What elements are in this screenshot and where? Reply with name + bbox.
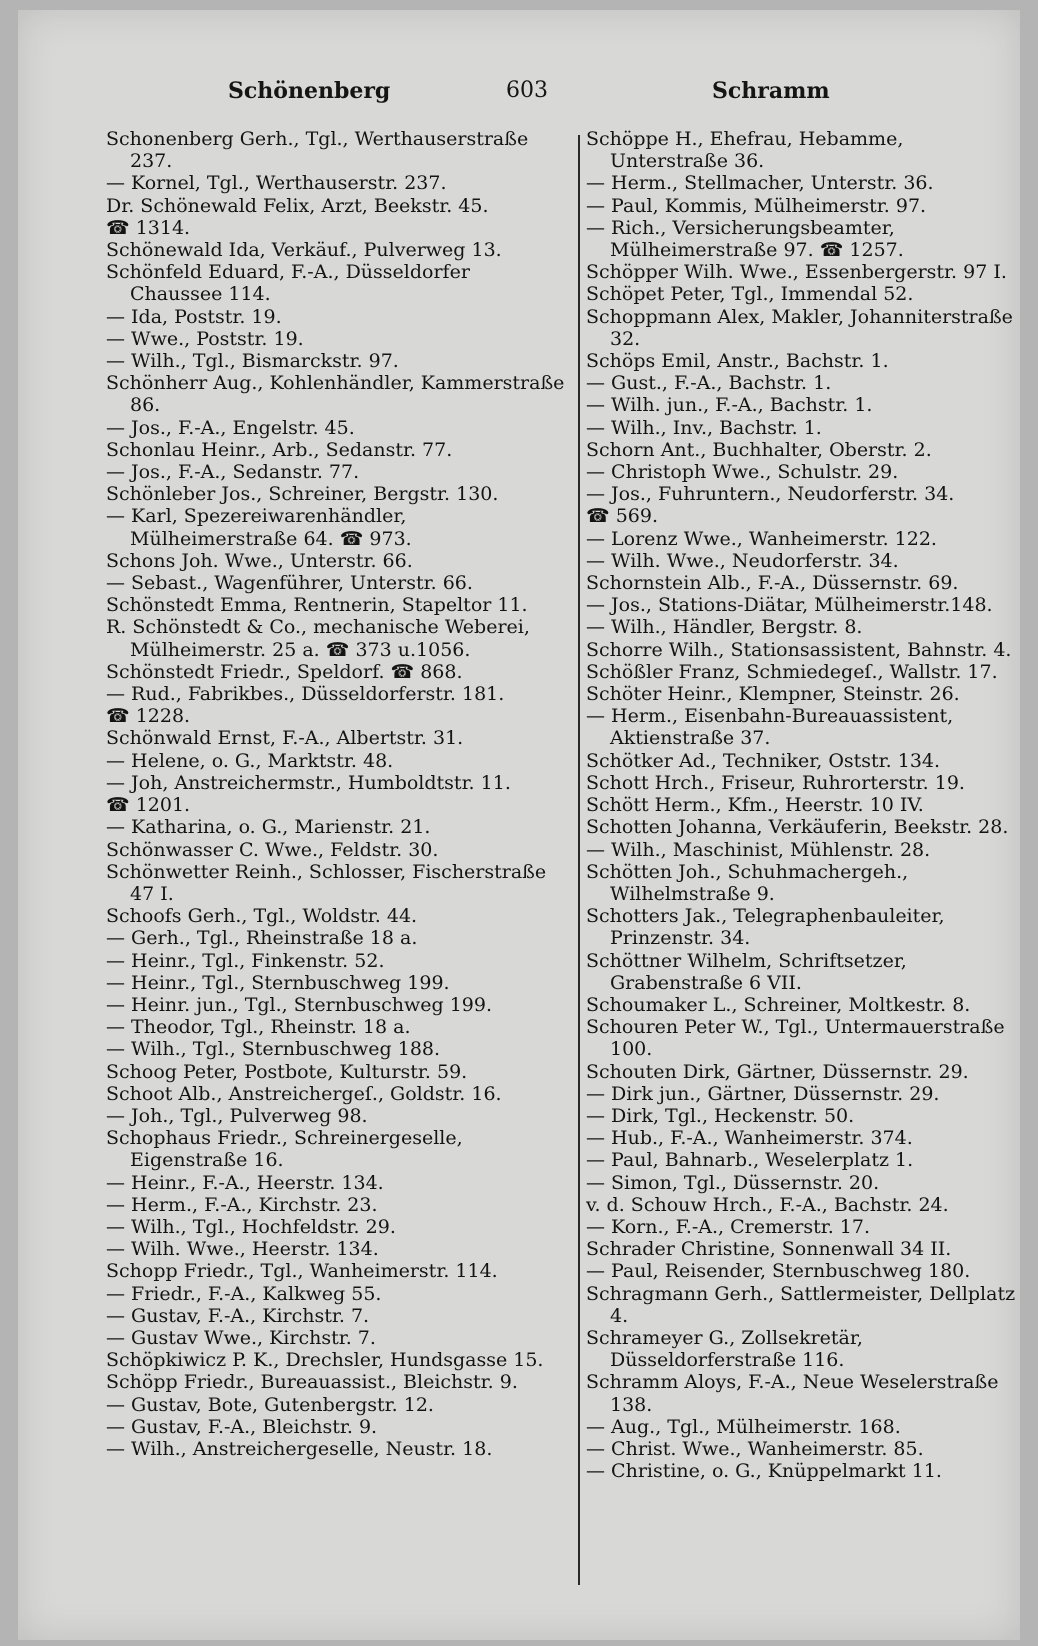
directory-entry: Dr. Schönewald Felix, Arzt, Beekstr. 45. bbox=[106, 194, 489, 217]
directory-entry: — Paul, Reisender, Sternbuschweg 180. bbox=[586, 1260, 971, 1283]
directory-entry: — Herm., F.-A., Kirchstr. 23. bbox=[106, 1193, 378, 1216]
directory-entry: — Gustav Wwe., Kirchstr. 7. bbox=[106, 1326, 376, 1349]
directory-entry: Schonlau Heinr., Arb., Sedanstr. 77. bbox=[106, 438, 453, 461]
directory-entry: — Jos., Fuhruntern., Neudorferstr. 34. bbox=[586, 483, 955, 506]
directory-page bbox=[18, 10, 1020, 1640]
directory-entry: — Wwe., Poststr. 19. bbox=[106, 327, 304, 350]
directory-entry: — Heinr., F.-A., Heerstr. 134. bbox=[106, 1171, 384, 1194]
directory-entry: Schons Joh. Wwe., Unterstr. 66. bbox=[106, 549, 413, 572]
page-number: 603 bbox=[506, 78, 548, 103]
directory-entry: Schotters Jak., Telegraphenbauleiter, Prinzenstr. 34. bbox=[586, 905, 945, 950]
directory-entry: — Dirk, Tgl., Heckenstr. 50. bbox=[586, 1104, 855, 1127]
directory-entry: Schöter Heinr., Klempner, Steinstr. 26. bbox=[586, 683, 960, 706]
directory-entry: Schragmann Gerh., Sattlermeister, Dellplatz 4. bbox=[586, 1282, 1016, 1327]
directory-entry: — Wilh. jun., F.-A., Bachstr. 1. bbox=[586, 394, 873, 417]
directory-entry: — Wilh., Tgl., Hochfeldstr. 29. bbox=[106, 1215, 396, 1238]
directory-entry: Schößler Franz, Schmiedegeſ., Wallstr. 17. bbox=[586, 660, 998, 683]
header-right-keyword: Schramm bbox=[712, 78, 830, 104]
directory-entry: Schorre Wilh., Stationsassistent, Bahnstr. 4. bbox=[586, 638, 1012, 661]
directory-entry: Schotten Johanna, Verkäuferin, Beekstr. 28. bbox=[586, 816, 1009, 839]
directory-entry: Schöppe H., Ehefrau, Hebamme, Unterstraße 36. bbox=[586, 128, 904, 173]
directory-entry: — Paul, Kommis, Mülheimerstr. 97. bbox=[586, 194, 927, 217]
directory-entry: Schoog Peter, Postbote, Kulturstr. 59. bbox=[106, 1060, 468, 1083]
directory-entry: — Dirk jun., Gärtner, Düssernstr. 29. bbox=[586, 1082, 940, 1105]
directory-entry: Schönwald Ernst, F.-A., Albertstr. 31. bbox=[106, 727, 464, 750]
directory-entry: Schönewald Ida, Verkäuf., Pulverweg 13. bbox=[106, 239, 502, 262]
directory-entry: Schönwetter Reinh., Schlosser, Fischerstraße 47 I. bbox=[106, 860, 547, 905]
directory-entry: — Theodor, Tgl., Rheinstr. 18 a. bbox=[106, 1016, 411, 1039]
directory-entry: — Wilh., Tgl., Bismarckstr. 97. bbox=[106, 350, 399, 373]
directory-entry: Schöttner Wilhelm, Schriftsetzer, Grabenstraße 6 VII. bbox=[586, 949, 907, 994]
header-left-keyword: Schönenberg bbox=[228, 78, 391, 104]
directory-entry: — Jos., Stations-Diätar, Mülheimerstr.148. bbox=[586, 594, 993, 617]
directory-entry: — Joh, Anstreichermstr., Humboldtstr. 11. bbox=[106, 771, 511, 794]
directory-entry: Schötten Joh., Schuhmachergeh., Wilhelmstraße 9. bbox=[586, 860, 909, 905]
directory-entry: — Wilh., Inv., Bachstr. 1. bbox=[586, 416, 822, 439]
directory-entry: Schoofs Gerh., Tgl., Woldstr. 44. bbox=[106, 905, 418, 928]
directory-entry: — Gerh., Tgl., Rheinstraße 18 a. bbox=[106, 927, 418, 950]
directory-entry: — Gustav, Bote, Gutenbergstr. 12. bbox=[106, 1393, 434, 1416]
directory-entry: Schönherr Aug., Kohlenhändler, Kammerstraße 86. bbox=[106, 372, 565, 417]
directory-entry: — Christ. Wwe., Wanheimerstr. 85. bbox=[586, 1437, 924, 1460]
directory-entry: — Gustav, F.-A., Bleichstr. 9. bbox=[106, 1415, 378, 1438]
directory-entry: Schrader Christine, Sonnenwall 34 II. bbox=[586, 1238, 952, 1261]
directory-entry: Schönleber Jos., Schreiner, Bergstr. 130. bbox=[106, 483, 499, 506]
directory-entry: Schoumaker L., Schreiner, Moltkestr. 8. bbox=[586, 993, 971, 1016]
directory-entry: — Helene, o. G., Marktstr. 48. bbox=[106, 749, 394, 772]
directory-entry: Schönstedt Emma, Rentnerin, Stapeltor 11. bbox=[106, 594, 528, 617]
directory-entry: — Simon, Tgl., Düssernstr. 20. bbox=[586, 1171, 880, 1194]
directory-entry: — Ida, Poststr. 19. bbox=[106, 305, 282, 328]
directory-entry: Schornstein Alb., F.-A., Düssernstr. 69. bbox=[586, 572, 959, 595]
directory-entry: — Wilh. Wwe., Neudorferstr. 34. bbox=[586, 549, 899, 572]
directory-entry: — Wilh., Händler, Bergstr. 8. bbox=[586, 616, 863, 639]
directory-entry: Schramm Aloys, F.-A., Neue Weselerstraße 138. bbox=[586, 1371, 999, 1416]
directory-entry: Schott Hrch., Friseur, Ruhrorterstr. 19. bbox=[586, 771, 965, 794]
directory-entry: — Hub., F.-A., Wanheimerstr. 374. bbox=[586, 1127, 913, 1150]
directory-entry: — Wilh., Tgl., Sternbuschweg 188. bbox=[106, 1038, 441, 1061]
directory-entry: — Rich., Versicherungsbeamter, Mülheimerstraße 97. ☎ 1257. bbox=[586, 216, 904, 262]
directory-entry: Schötker Ad., Techniker, Oststr. 134. bbox=[586, 749, 941, 772]
directory-entry: Schoot Alb., Anstreichergeſ., Goldstr. 16. bbox=[106, 1082, 502, 1105]
directory-entry: — Wilh., Anstreichergeselle, Neustr. 18. bbox=[106, 1437, 493, 1460]
directory-entry: ☎ 1201. bbox=[106, 794, 191, 817]
directory-entry: — Kornel, Tgl., Werthauserstr. 237. bbox=[106, 172, 447, 195]
directory-entry: — Katharina, o. G., Marienstr. 21. bbox=[106, 816, 431, 839]
page-header bbox=[18, 78, 1020, 108]
directory-entry: ☎ 1228. bbox=[106, 705, 191, 728]
directory-entry: Schöpkiwicz P. K., Drechsler, Hundsgasse 15. bbox=[106, 1349, 544, 1372]
directory-entry: — Joh., Tgl., Pulverweg 98. bbox=[106, 1104, 368, 1127]
directory-entry: — Heinr., Tgl., Finkenstr. 52. bbox=[106, 949, 385, 972]
directory-entry: v. d. Schouw Hrch., F.-A., Bachstr. 24. bbox=[586, 1193, 949, 1216]
directory-entry: — Sebast., Wagenführer, Unterstr. 66. bbox=[106, 572, 473, 595]
directory-entry: Schönwasser C. Wwe., Feldstr. 30. bbox=[106, 838, 439, 861]
directory-entry: Schopp Friedr., Tgl., Wanheimerstr. 114. bbox=[106, 1260, 498, 1283]
directory-entry: Schöpper Wilh. Wwe., Essenbergerstr. 97 I. bbox=[586, 261, 1007, 284]
directory-entry: ☎ 1314. bbox=[106, 216, 191, 239]
directory-entry: — Gustav, F.-A., Kirchstr. 7. bbox=[106, 1304, 370, 1327]
right-column bbox=[586, 128, 1018, 1482]
directory-entry: Schorn Ant., Buchhalter, Oberstr. 2. bbox=[586, 438, 932, 461]
directory-entry: Schoppmann Alex, Makler, Johanniterstraße 32. bbox=[586, 305, 1013, 350]
directory-entry: Schöps Emil, Anstr., Bachstr. 1. bbox=[586, 350, 889, 373]
directory-entry: Schönfeld Eduard, F.-A., Düsseldorfer Chaussee 114. bbox=[106, 261, 470, 306]
directory-entry: — Paul, Bahnarb., Weselerplatz 1. bbox=[586, 1149, 914, 1172]
directory-entry: Schophaus Friedr., Schreinergeselle, Eigenstraße 16. bbox=[106, 1127, 463, 1172]
directory-entry: — Korn., F.-A., Cremerstr. 17. bbox=[586, 1215, 871, 1238]
directory-entry: Schöpet Peter, Tgl., Immendal 52. bbox=[586, 283, 914, 306]
directory-entry: — Heinr. jun., Tgl., Sternbuschweg 199. bbox=[106, 993, 493, 1016]
directory-entry: Schönstedt Friedr., Speldorf. ☎ 868. bbox=[106, 660, 463, 683]
directory-entry: — Aug., Tgl., Mülheimerstr. 168. bbox=[586, 1415, 901, 1438]
directory-entry: — Karl, Spezereiwarenhändler, Mülheimerstraße 64. ☎ 973. bbox=[106, 505, 412, 550]
directory-entry: — Friedr., F.-A., Kalkweg 55. bbox=[106, 1282, 382, 1305]
directory-entry: — Rud., Fabrikbes., Düsseldorferstr. 181. bbox=[106, 683, 505, 706]
directory-entry: Schrameyer G., Zollsekretär, Düsseldorferstraße 116. bbox=[586, 1326, 863, 1372]
directory-entry: Schouren Peter W., Tgl., Untermauerstraße 100. bbox=[586, 1016, 1005, 1061]
directory-entry: — Heinr., Tgl., Sternbuschweg 199. bbox=[106, 971, 450, 994]
directory-entry: — Wilh. Wwe., Heerstr. 134. bbox=[106, 1238, 379, 1261]
column-divider bbox=[578, 135, 580, 1585]
left-column bbox=[106, 128, 566, 1460]
directory-entry: Schonenberg Gerh., Tgl., Werthauserstraße 237. bbox=[106, 128, 529, 173]
directory-entry: — Christine, o. G., Knüppelmarkt 11. bbox=[586, 1460, 942, 1483]
directory-entry: R. Schönstedt & Co., mechanische Weberei, Mülheimerstr. 25 a. ☎ 373 u.1056. bbox=[106, 616, 530, 661]
directory-entry: — Jos., F.-A., Sedanstr. 77. bbox=[106, 461, 360, 484]
directory-entry: — Jos., F.-A., Engelstr. 45. bbox=[106, 416, 355, 439]
directory-entry: — Christoph Wwe., Schulstr. 29. bbox=[586, 461, 899, 484]
directory-entry: Schöpp Friedr., Bureauassist., Bleichstr. 9. bbox=[106, 1371, 518, 1394]
directory-entry: — Herm., Stellmacher, Unterstr. 36. bbox=[586, 172, 934, 195]
directory-entry: ☎ 569. bbox=[586, 505, 659, 528]
directory-entry: — Herm., Eisenbahn-Bureauassistent, Aktienstraße 37. bbox=[586, 705, 954, 750]
directory-entry: — Lorenz Wwe., Wanheimerstr. 122. bbox=[586, 527, 937, 550]
directory-entry: — Gust., F.-A., Bachstr. 1. bbox=[586, 372, 832, 395]
directory-entry: Schött Herm., Kfm., Heerstr. 10 IV. bbox=[586, 794, 924, 817]
directory-entry: Schouten Dirk, Gärtner, Düssernstr. 29. bbox=[586, 1060, 969, 1083]
directory-entry: — Wilh., Maschinist, Mühlenstr. 28. bbox=[586, 838, 931, 861]
